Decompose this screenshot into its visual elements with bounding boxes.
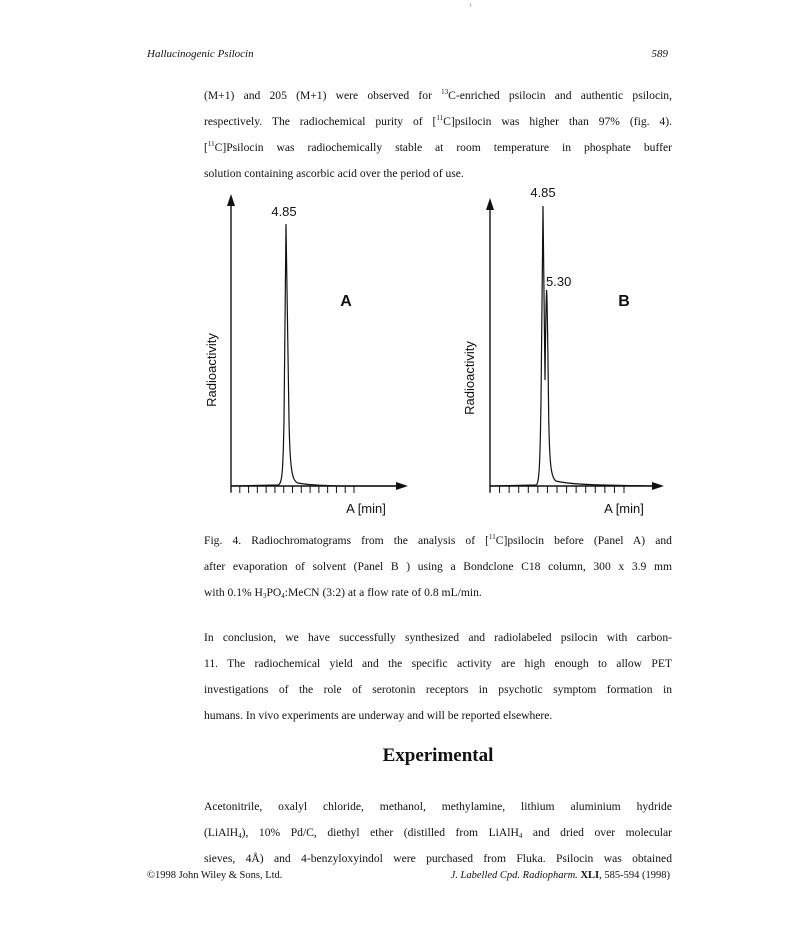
journal-citation — [430, 870, 670, 881]
peak-label: 5.30 — [546, 274, 572, 289]
scan-mark — [470, 3, 471, 7]
paragraph-results — [204, 83, 672, 187]
text-line: respectively. The radiochemical purity of [$^{11}$C]psilocin was higher than 97% (fig. 4). — [204, 114, 672, 128]
text-line: (LiAlH$_4$), 10% Pd/C, diethyl ether (distilled from LiAlH$_4$ and dried over molecular — [204, 826, 672, 840]
panel-a-trace — [231, 224, 396, 486]
running-title: Hallucinogenic Psilocin — [147, 48, 254, 60]
panel-b — [462, 185, 664, 516]
panel-a — [204, 194, 408, 516]
paragraph-conclusion — [204, 625, 672, 729]
copyright-footer: ©1998 John Wiley & Sons, Ltd. — [147, 870, 283, 881]
journal-volume: XLI — [580, 870, 600, 881]
text-line: Fig. 4. Radiochromatograms from the analysis of [$^{11}$C]psilocin before (Panel A) and — [204, 533, 672, 547]
peak-label: 4.85 — [271, 204, 297, 219]
panel-b-trace — [490, 206, 652, 486]
paragraph-experimental — [204, 794, 672, 872]
page-number: 589 — [651, 48, 668, 60]
panel-b-y-arrow — [486, 198, 494, 210]
text-line: [$^{11}$C]Psilocin was radiochemically stable at room temperature in phosphate buffer — [204, 140, 672, 154]
panel-label: B — [618, 293, 630, 310]
y-axis-label: Radioactivity — [462, 341, 477, 415]
x-axis-label: A [min] — [604, 501, 644, 516]
radiochromatogram-figure — [190, 180, 680, 525]
text-line: solution containing ascorbic acid over the period of use. — [204, 167, 464, 180]
text-line: In conclusion, we have successfully synthesized and radiolabeled psilocin with carbon- — [204, 631, 672, 644]
text-line: with 0.1% $H_3PO_4:MeCN$ (3:2) at a flow rate of 0.8 mL/min. — [204, 586, 482, 600]
panel-a-y-arrow — [227, 194, 235, 206]
journal-name: J. Labelled Cpd. Radiopharm. — [450, 870, 578, 881]
text-line: after evaporation of solvent (Panel B ) using a Bondclone C18 column, 300 x 3.9 mm — [204, 560, 672, 573]
section-heading: Experimental — [382, 745, 494, 766]
panel-b-x-ticks — [490, 486, 624, 493]
text-line: humans. In vivo experiments are underway and will be reported elsewhere. — [204, 709, 553, 722]
text-line: investigations of the role of serotonin receptors in psychotic symptom formation in — [204, 683, 672, 696]
text-line: Acetonitrile, oxalyl chloride, methanol, methylamine, lithium aluminium hydride — [204, 800, 672, 813]
journal-pages: , 585-594 (1998) — [599, 870, 670, 881]
text-line: (M+1) and 205 (M+1) were observed for $^{13}$C-enriched psilocin and authentic psilocin, — [204, 88, 673, 102]
panel-label: A — [340, 293, 352, 310]
text-line: 11. The radiochemical yield and the specific activity are high enough to allow PET — [204, 657, 672, 670]
peak-label: 4.85 — [530, 185, 556, 200]
panel-b-x-arrow — [652, 482, 664, 490]
y-axis-label: Radioactivity — [204, 333, 219, 407]
panel-a-x-arrow — [396, 482, 408, 490]
panel-a-x-ticks — [231, 486, 354, 493]
figure-caption — [204, 528, 672, 606]
x-axis-label: A [min] — [346, 501, 386, 516]
text-line: sieves, 4Å) and 4-benzyloxyindol were purchased from Fluka. Psilocin was obtained — [204, 852, 672, 865]
